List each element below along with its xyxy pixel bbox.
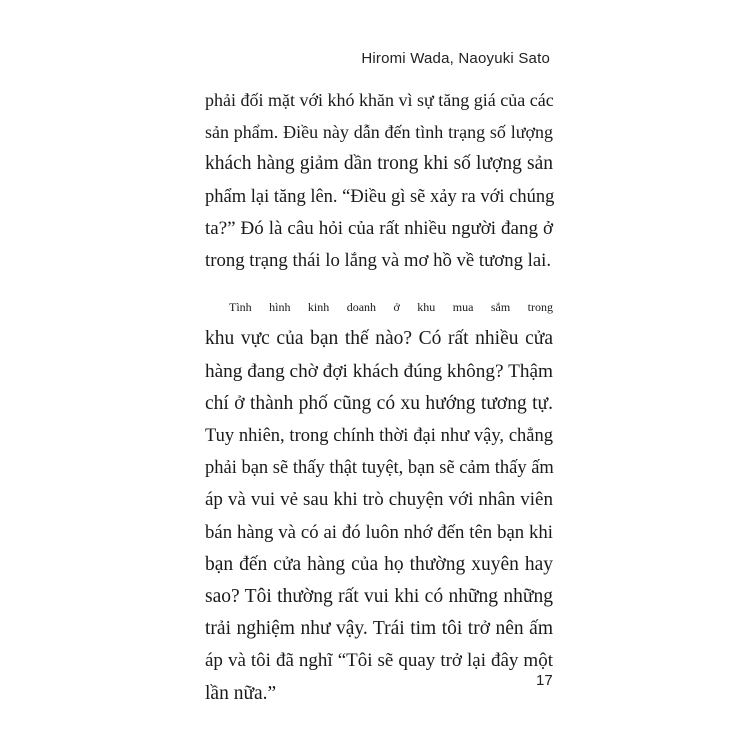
text-line: bán hàng và có ai đó luôn nhớ đến tên bạn khi (205, 521, 553, 543)
text-line: Tuy nhiên, trong chính thời đại như vậy, chẳng (205, 426, 553, 447)
page-number: 17 (536, 672, 553, 689)
text-line: khu vực của bạn thế nào? Có rất nhiều cửa (205, 328, 553, 350)
text-line: sao? Tôi thường rất vui khi có những những (205, 586, 553, 608)
text-line: ta?” Đó là câu hỏi của rất nhiều người đang ở (205, 217, 553, 239)
running-header: Hiromi Wada, Naoyuki Sato (361, 50, 550, 67)
text-line: Tình hình kinh doanh ở khu mua sắm trong (229, 300, 553, 315)
text-line: sản phẩm. Điều này dẫn đến tình trạng số lượng (205, 122, 553, 143)
text-line: áp và vui vẻ sau khi trò chuyện với nhân viên (205, 489, 553, 511)
text-line: trải nghiệm như vậy. Trái tim tôi trở nên ấm (205, 618, 553, 640)
body-text (205, 84, 553, 710)
text-line: trong trạng thái lo lắng và mơ hồ về tương lai. (205, 250, 552, 272)
text-line: áp và tôi đã nghĩ “Tôi sẽ quay trở lại đây một (205, 650, 553, 672)
text-line: chí ở thành phố cũng có xu hướng tương tự. (205, 392, 553, 414)
text-line: bạn đến cửa hàng của họ thường xuyên hay (205, 553, 553, 575)
text-line: hàng đang chờ đợi khách đúng không? Thậm (205, 360, 553, 382)
text-line: lần nữa.” (205, 682, 277, 704)
text-line: phải bạn sẽ thấy thật tuyệt, bạn sẽ cảm thấy ấm (205, 458, 554, 479)
paragraph-1 (205, 84, 553, 277)
text-line: phẩm lại tăng lên. “Điều gì sẽ xảy ra với chúng (205, 186, 555, 207)
text-line: phải đối mặt với khó khăn vì sự tăng giá của các (205, 90, 554, 110)
text-line: khách hàng giảm dần trong khi số lượng sản (205, 153, 553, 175)
paragraph-2 (205, 291, 553, 710)
